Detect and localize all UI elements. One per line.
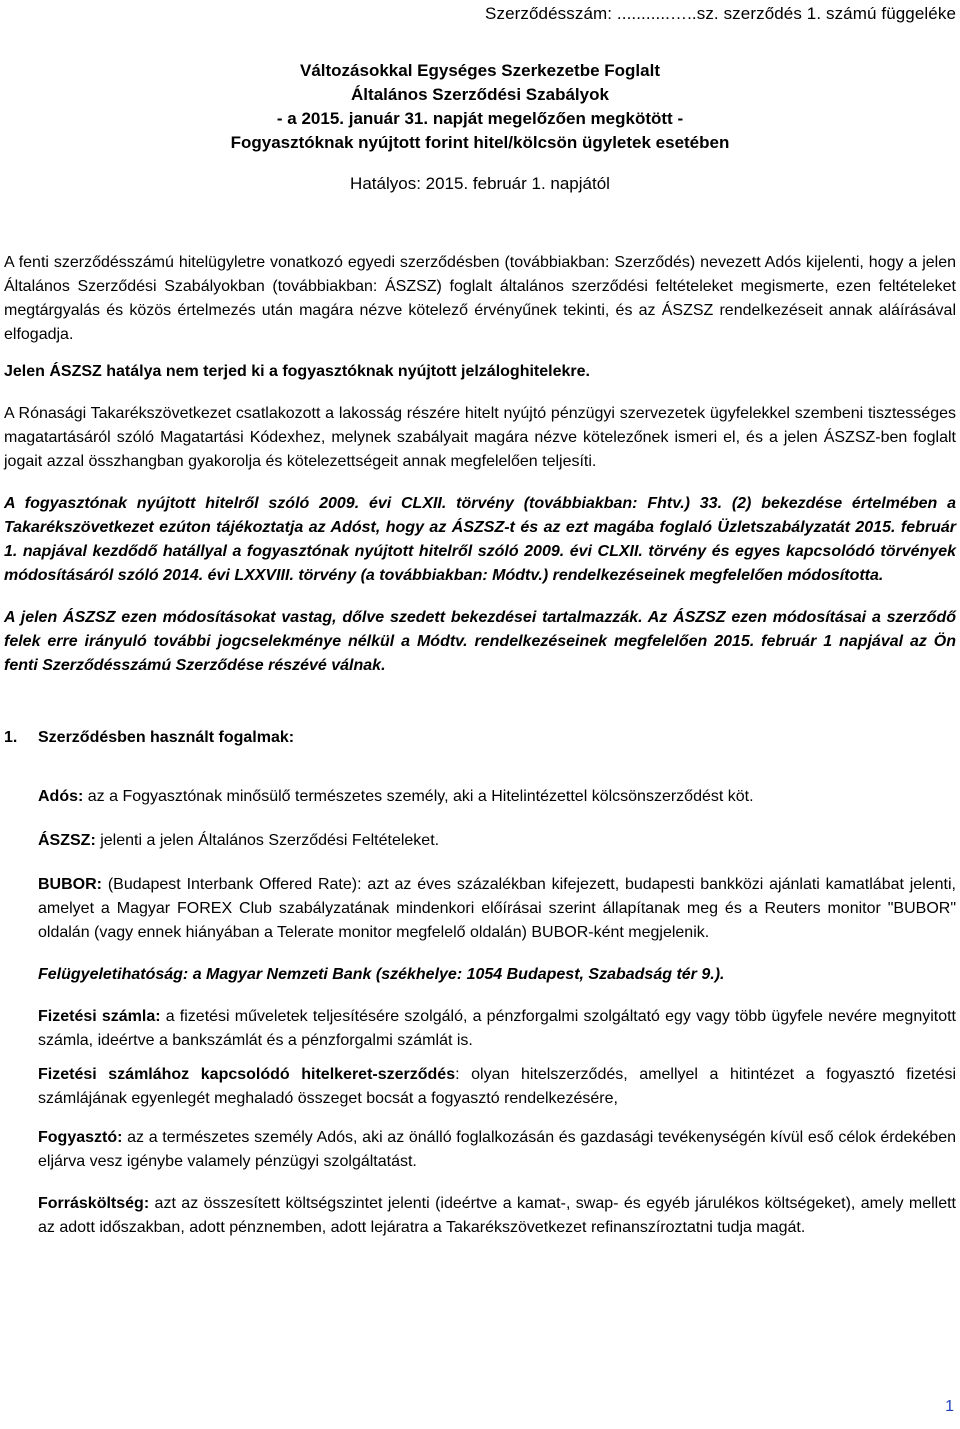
definition-fogyaszto <box>38 1126 956 1174</box>
page-number: 1 <box>945 1398 954 1415</box>
section-heading <box>4 726 956 750</box>
definition-term: Fogyasztó: <box>38 1129 123 1146</box>
definition-ados <box>38 785 956 809</box>
document-title <box>4 59 956 155</box>
definition-hitelkeret-szerzodes <box>38 1063 956 1111</box>
title-line-1: Változásokkal Egységes Szerkezetbe Foglalt <box>300 61 660 80</box>
definition-text: azt az összesített költségszintet jelenti (ideértve a kamat-, swap- és egyéb járulékos költségeket), amely mellett az adott időszakban, adott pénznemben, adott lejáratra a Takarékszövetkezet refinanszíroztatni tudja magát. <box>38 1195 956 1236</box>
definition-text: az a természetes személy Adós, aki az önálló foglalkozásán és gazdasági tevékenységén kívül eső célok érdekében eljárva vesz igénybe valamely pénzügyi szolgáltatást. <box>38 1129 956 1170</box>
definition-term: Forrásköltség: <box>38 1195 150 1212</box>
fhtv-paragraph: A fogyasztónak nyújtott hitelről szóló 2009. évi CLXII. törvény (továbbiakban: Fhtv.) 33. (2) bekezdése értelmében a Takarékszövetkezet ezúton tájékoztatja az Adóst, hogy az ÁSZSZ-t és az ezt magába foglaló Üzletszabályzatát 2015. február 1. napjával kezdődő hatállyal a fogyasztónak nyújtott hitelről szóló 2009. évi CLXII. törvény és egyes kapcsolódó törvények módosításáról szóló 2014. évi LXXVIII. törvény (a továbbiakban: Módtv.) rendelkezéseinek megfelelően módosította. <box>4 495 956 584</box>
effective-date: Hatályos: 2015. február 1. napjától <box>350 174 610 193</box>
definition-text: jelenti a jelen Általános Szerződési Feltételeket. <box>95 832 440 849</box>
definition-term: Adós: <box>38 788 84 805</box>
mortgage-note-paragraph: Jelen ÁSZSZ hatálya nem terjed ki a fogyasztóknak nyújtott jelzáloghitelekre. <box>4 363 590 380</box>
definition-term: ÁSZSZ: <box>38 832 96 849</box>
code-of-conduct-paragraph: A Rónasági Takarékszövetkezet csatlakozott a lakosság részére hitelt nyújtó pénzügyi szervezetek ügyfelekkel szembeni tisztességes magatartásáról szóló Magatartási Kódexhez, melynek szabályait magára nézve kötelezőnek ismeri el, és a jelen ÁSZSZ-ben foglalt jogait azzal összhangban gyakorolja és kötelezettségeit annak megfelelően teljesíti. <box>4 405 956 470</box>
definitions-list <box>4 785 956 1240</box>
section-number: 1. <box>4 729 18 746</box>
definition-term: Fizetési számla: <box>38 1008 161 1025</box>
definition-term: Fizetési számlához kapcsolódó hitelkeret-szerződés <box>38 1066 456 1083</box>
title-line-2: Általános Szerződési Szabályok <box>351 85 609 104</box>
definition-fizetesi-szamla <box>38 1005 956 1053</box>
definition-aszsz <box>38 829 956 853</box>
definition-text: az a Fogyasztónak minősülő természetes személy, aki a Hitelintézettel kölcsönszerződést köt. <box>83 788 754 805</box>
definition-text: (Budapest Interbank Offered Rate): azt az éves százalékban kifejezett, budapesti bankközi ajánlati kamatlábat jelenti, amelyet a Magyar FOREX Club szabályzatának mindenkori előírásai szerint állapítanak meg és a Reuters monitor "BUBOR" oldalán (vagy ennek hiányában a Telerate monitor megfelelő oldalán) BUBOR-ként megjelenik. <box>38 876 956 941</box>
definition-text: : olyan hitelszerződés, amellyel a hitintézet a fogyasztó fizetési számlájának egyenlegét meghaladó összeget bocsát a fogyasztó rendelkezésére, <box>38 1066 957 1107</box>
definition-bubor <box>38 873 956 945</box>
definition-felugyeleti-hatosag: Felügyeletihatóság: a Magyar Nemzeti Bank (székhelye: 1054 Budapest, Szabadság tér 9.). <box>38 966 725 983</box>
modifications-paragraph: A jelen ÁSZSZ ezen módosításokat vastag, dőlve szedett bekezdései tartalmazzák. Az ÁSZSZ ezen módosításai a szerződő felek erre irányuló további jogcselekménye nélkül a Módtv. rendelkezéseinek megfelelően 2015. február 1 napjával az Ön fenti Szerződésszámú Szerződése részévé válnak. <box>4 609 956 674</box>
definition-term: BUBOR: <box>38 876 102 893</box>
title-line-3: - a 2015. január 31. napját megelőzően megkötött - <box>276 109 684 128</box>
intro-paragraph: A fenti szerződésszámú hitelügyletre vonatkozó egyedi szerződésben (továbbiakban: Szerződés) nevezett Adós kijelenti, hogy a jelen Általános Szerződési Szabályokban (továbbiakban: ÁSZSZ) foglalt általános szerződési feltételeket megismerte, ezen feltételeket megtárgyalás és közös értelmezés után magára nézve kötelező érvényűnek tekinti, és az ÁSZSZ rendelkezéseit annak aláírásával elfogadja. <box>4 254 956 343</box>
definition-forraskoltseg <box>38 1192 956 1240</box>
section-title: Szerződésben használt fogalmak: <box>38 729 295 746</box>
contract-number-header: Szerződésszám: ...........…..sz. szerződés 1. számú függeléke <box>485 4 956 23</box>
document-page <box>4 0 956 1240</box>
definition-text: a fizetési műveletek teljesítésére szolgáló, a pénzforgalmi szolgáltató egy vagy több ügyfele nevére megnyitott számla, ideértve a bankszámlát és a pénzforgalmi számlát is. <box>38 1008 957 1049</box>
title-line-4: Fogyasztóknak nyújtott forint hitel/kölcsön ügyletek esetében <box>230 133 730 152</box>
